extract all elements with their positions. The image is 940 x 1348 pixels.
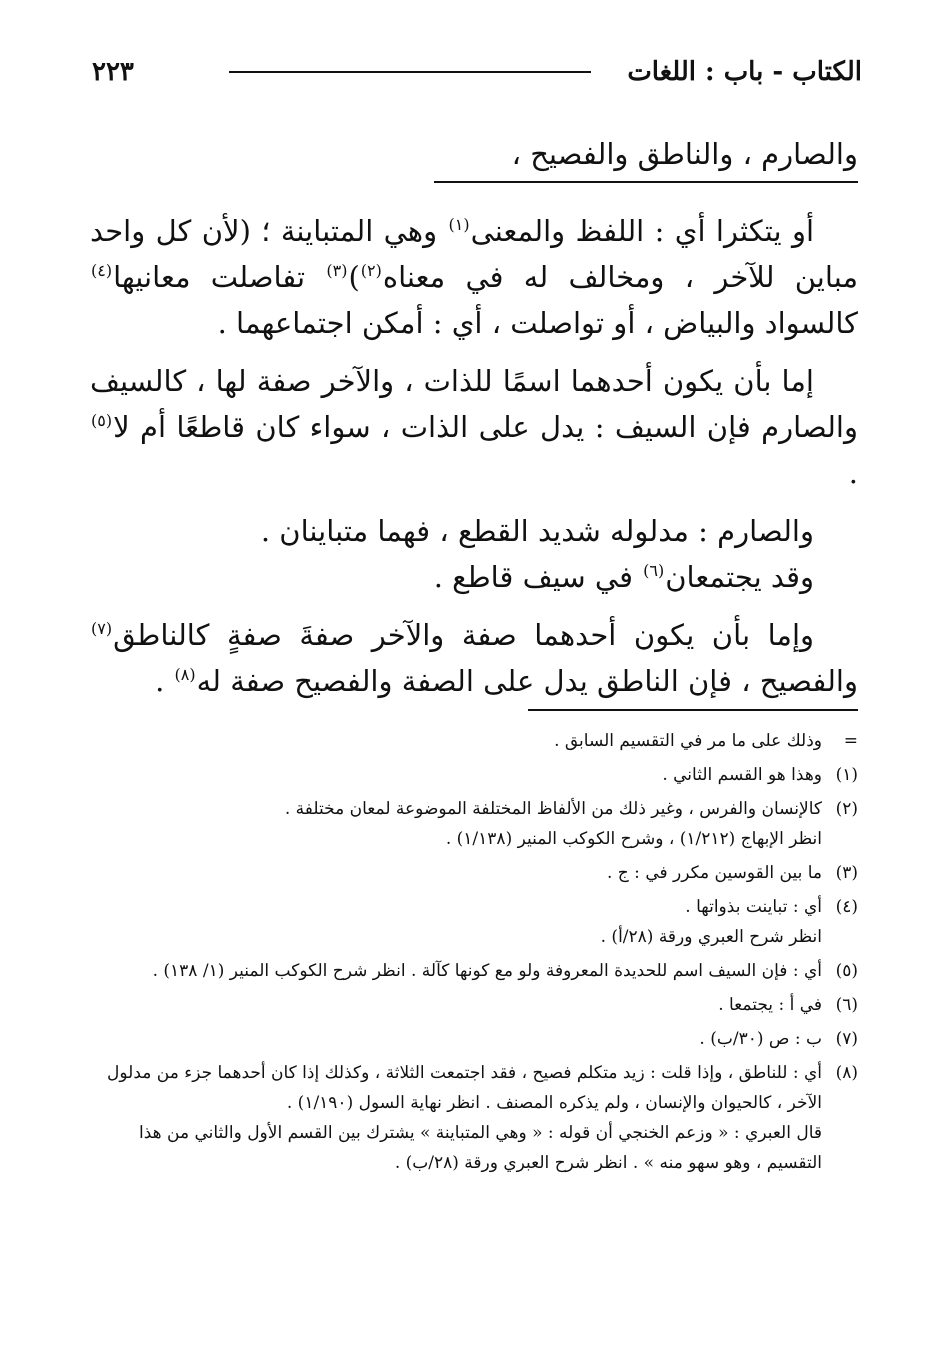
footnote-text [86,892,822,952]
text-run: كالسواد والبياض ، أو تواصلت ، أي : أمكن اجتماعهما . [217,306,858,340]
footnote [86,990,858,1020]
footnote-text [86,1024,822,1054]
footnote-number: = [843,731,858,751]
text-run: ) [348,260,360,294]
footnote-text [86,1058,822,1178]
footnote-text [86,760,822,790]
footnote-text [86,956,822,986]
paragraph-3 [90,508,858,554]
footnote-number: (٧) [835,1029,858,1049]
running-head: الكتاب - باب : اللغات [627,57,862,87]
text-run: تفاصلت معانيها [113,260,306,294]
footnote-ref-3: (٣) [326,261,348,281]
text-run: وقد يجتمعان [665,560,814,594]
footnote-line: في أ : يجتمعا . [718,995,822,1015]
text-run: وإما بأن يكون أحدهما صفة والآخر صفةَ صفةٍ كالناطق [113,618,814,652]
footnote-line: قال العبري : « وزعم الخنجي أن قوله : « وهي المتباينة » يشترك بين القسم الأول والثاني من هذا التقسيم ، وهو سهو منه » . انظر شرح العبري ورقة (٢٨/ب) . [139,1123,822,1173]
footnotes [86,726,858,1182]
footnote-line: وذلك على ما مر في التقسيم السابق . [554,731,822,751]
text-run: والصارم : مدلوله شديد القطع ، فهما متباينان . [260,514,814,548]
footnote-line: انظر الإبهاج (١/٢١٢) ، وشرح الكوكب المنير (١/١٣٨) . [445,829,822,849]
footnote-ref-6: (٦) [643,561,665,581]
footnote-number: (٦) [835,995,858,1015]
footnote-line: ب : ص (٣٠/ب) . [699,1029,822,1049]
footnote-ref-2: (٢) [360,261,382,281]
text-run: وهي المتباينة ؛ (لأن كل واحد مباين للآخر ، ومخالف له في معناه [90,214,858,294]
footnote-line: كالإنسان والفرس ، وغير ذلك من الألفاظ المختلفة الموضوعة لمعان مختلفة . [284,799,822,819]
footnote-line: أي : للناطق ، وإذا قلت : زيد متكلم فصيح ، فقد اجتمعت الثلاثة ، وكذلك إذا كان أحدهما جزء من مدلول الآخر ، كالحيوان والإنسان ، ولم يذكره المصنف . انظر نهاية السول (١/١٩٠) . [107,1063,822,1113]
text-run: أو يتكثرا أي : اللفظ والمعنى [470,214,815,248]
paragraph-4 [90,554,858,600]
footnote-ref-8: (٨) [174,665,196,685]
footnote-number: (٨) [835,1063,858,1083]
footnote-ref-7: (٧) [91,619,113,639]
footnote [86,956,858,986]
footnote-number: (٥) [835,961,858,981]
text-run: . [848,456,858,490]
paragraph-5 [90,612,858,704]
page-number: ٢٢٣ [92,57,134,87]
footnote-number: (٣) [835,863,858,883]
footnote-number: (٢) [835,799,858,819]
paragraph-2 [90,358,858,496]
footnote-line: أي : فإن السيف اسم للحديدة المعروفة ولو مع كونها كآلة . انظر شرح الكوكب المنير (١/ ١٣٨) . [152,961,822,981]
footnote [86,858,858,888]
footnote [86,892,858,952]
footnote-line: ما بين القوسين مكرر في : ج . [607,863,822,883]
footnote-text [86,726,822,756]
footnote-ref-4: (٤) [91,261,113,281]
footnote-text [86,858,822,888]
footnote-separator [528,709,858,711]
header-rule [229,71,591,73]
footnote-number: (٤) [835,897,858,917]
footnote-line: أي : تباينت بذواتها . [685,897,822,917]
text-run: والفصيح ، فإن الناطق يدل على الصفة والفصيح صفة له [196,664,858,698]
paragraph-1 [90,208,858,346]
footnote-line: انظر شرح العبري ورقة (٢٨/أ) . [600,927,822,947]
main-text [90,208,858,704]
lead-rule [434,181,858,183]
footnote [86,1058,858,1178]
footnote [86,1024,858,1054]
text-run: . [155,664,165,698]
footnote-text [86,794,822,854]
footnote [86,760,858,790]
page-header [92,52,862,92]
footnote-ref-5: (٥) [91,411,113,431]
footnote [86,794,858,854]
footnote-line: وهذا هو القسم الثاني . [662,765,822,785]
footnote-number: (١) [835,765,858,785]
text-run: في سيف قاطع . [433,560,633,594]
lead-line: والصارم ، والناطق والفصيح ، [511,137,858,171]
text-run: إما بأن يكون أحدهما اسمًا للذات ، والآخر صفة لها ، كالسيف والصارم فإن السيف : يدل على الذات ، سواء كان قاطعًا أم لا [90,364,858,444]
footnote-text [86,990,822,1020]
footnote [86,726,858,756]
footnote-ref-1: (١) [448,215,470,235]
